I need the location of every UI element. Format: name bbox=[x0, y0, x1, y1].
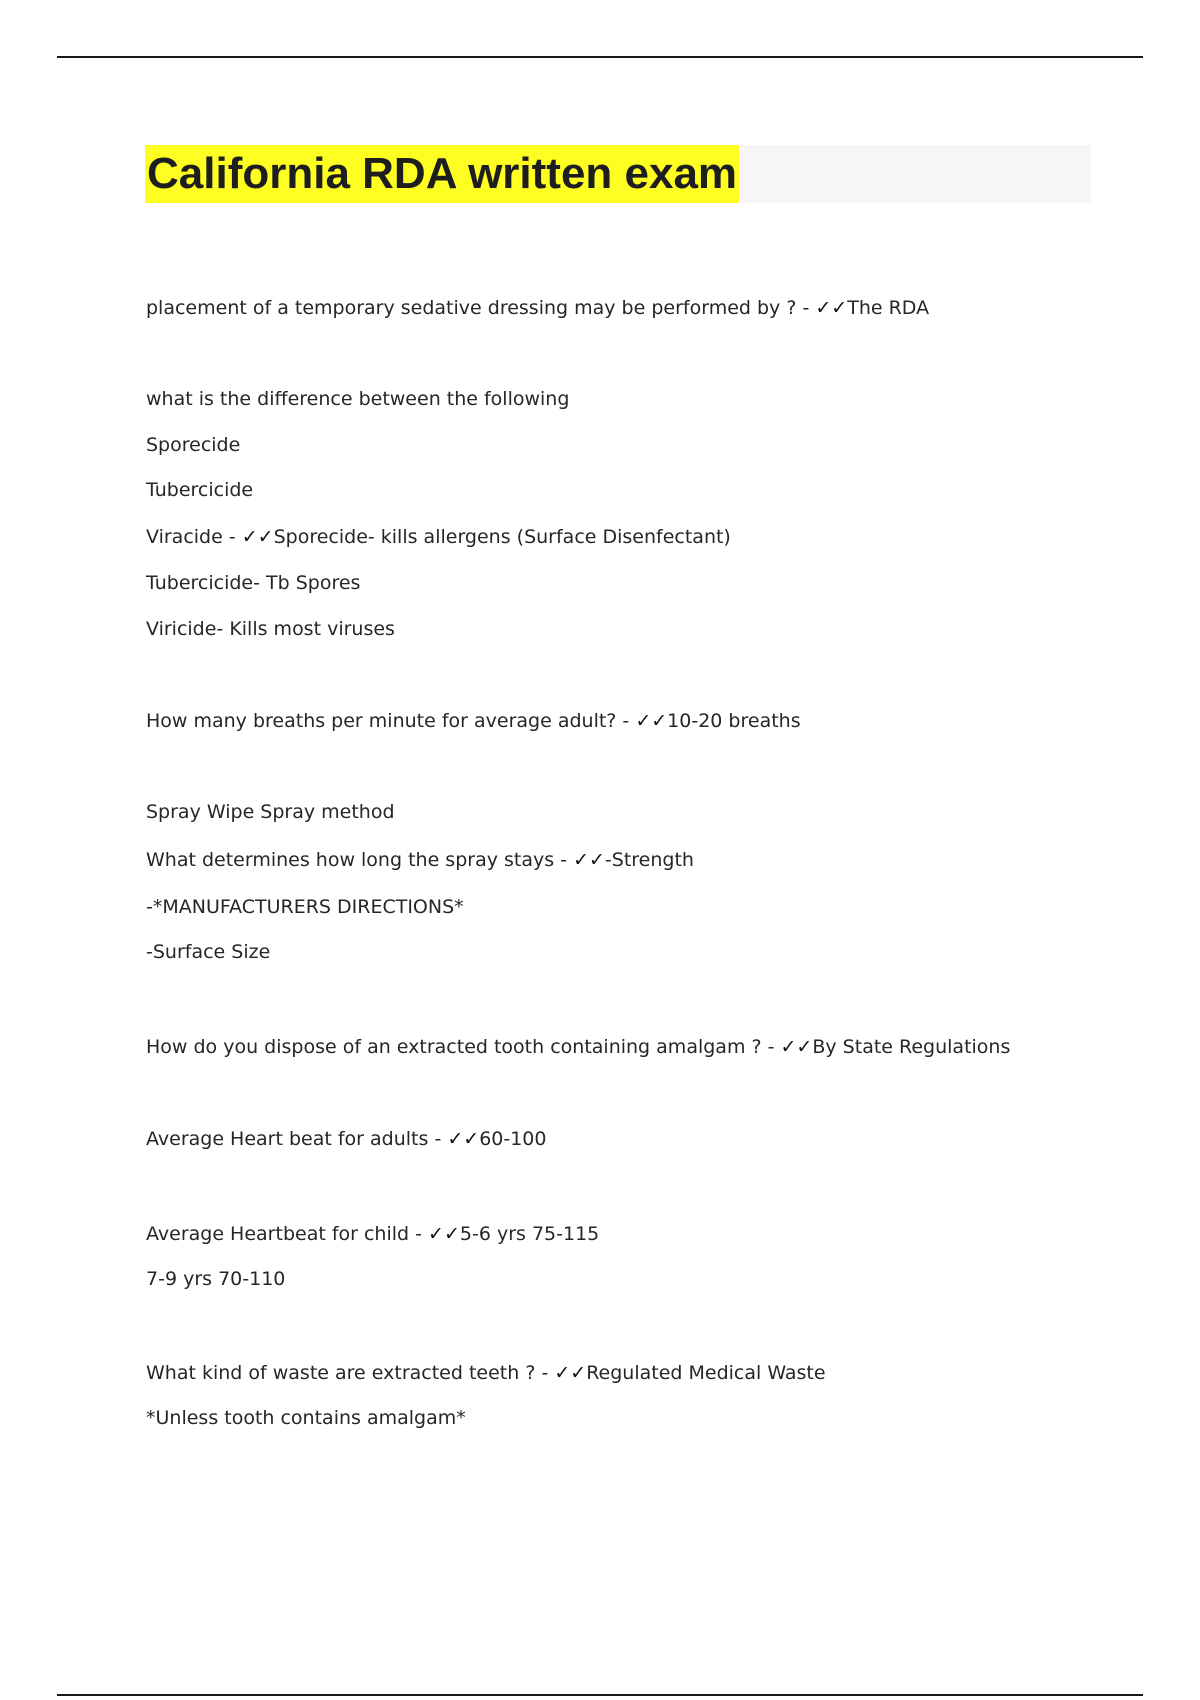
qa-line: How do you dispose of an extracted tooth containing amalgam ? - ✓✓By State Regulations bbox=[146, 1036, 1011, 1058]
qa-line: placement of a temporary sedative dressing may be performed by ? - ✓✓The RDA bbox=[146, 297, 930, 319]
qa-line: -*MANUFACTURERS DIRECTIONS* bbox=[146, 896, 464, 918]
qa-line: what is the difference between the following bbox=[146, 388, 570, 410]
qa-line: Average Heart beat for adults - ✓✓60-100 bbox=[146, 1128, 547, 1150]
check-icon: ✓✓ bbox=[554, 1362, 587, 1384]
qa-line: Spray Wipe Spray method bbox=[146, 801, 395, 823]
qa-line: 7-9 yrs 70-110 bbox=[146, 1268, 286, 1290]
qa-line: Viracide - ✓✓Sporecide- kills allergens (Surface Disenfectant) bbox=[146, 526, 731, 548]
header-rule bbox=[57, 56, 1143, 58]
qa-line: *Unless tooth contains amalgam* bbox=[146, 1407, 466, 1429]
qa-line: Average Heartbeat for child - ✓✓5-6 yrs 75-115 bbox=[146, 1223, 600, 1245]
check-icon: ✓✓ bbox=[447, 1128, 480, 1150]
qa-line: How many breaths per minute for average adult? - ✓✓10-20 breaths bbox=[146, 710, 801, 732]
qa-line: Sporecide bbox=[146, 434, 241, 456]
check-icon: ✓✓ bbox=[428, 1223, 460, 1245]
check-icon: ✓✓ bbox=[815, 297, 848, 319]
check-icon: ✓✓ bbox=[573, 849, 605, 871]
qa-line: -Surface Size bbox=[146, 941, 271, 963]
qa-line: Viricide- Kills most viruses bbox=[146, 618, 395, 640]
qa-line: What determines how long the spray stays - ✓✓-Strength bbox=[146, 849, 694, 871]
check-icon: ✓✓ bbox=[241, 526, 274, 548]
qa-line: What kind of waste are extracted teeth ? - ✓✓Regulated Medical Waste bbox=[146, 1362, 826, 1384]
document-title: California RDA written exam bbox=[145, 145, 739, 203]
qa-line: Tubercicide- Tb Spores bbox=[146, 572, 361, 594]
qa-line: Tubercicide bbox=[146, 479, 254, 501]
footer-rule bbox=[57, 1694, 1143, 1696]
check-icon: ✓✓ bbox=[780, 1036, 813, 1058]
check-icon: ✓✓ bbox=[635, 710, 668, 732]
